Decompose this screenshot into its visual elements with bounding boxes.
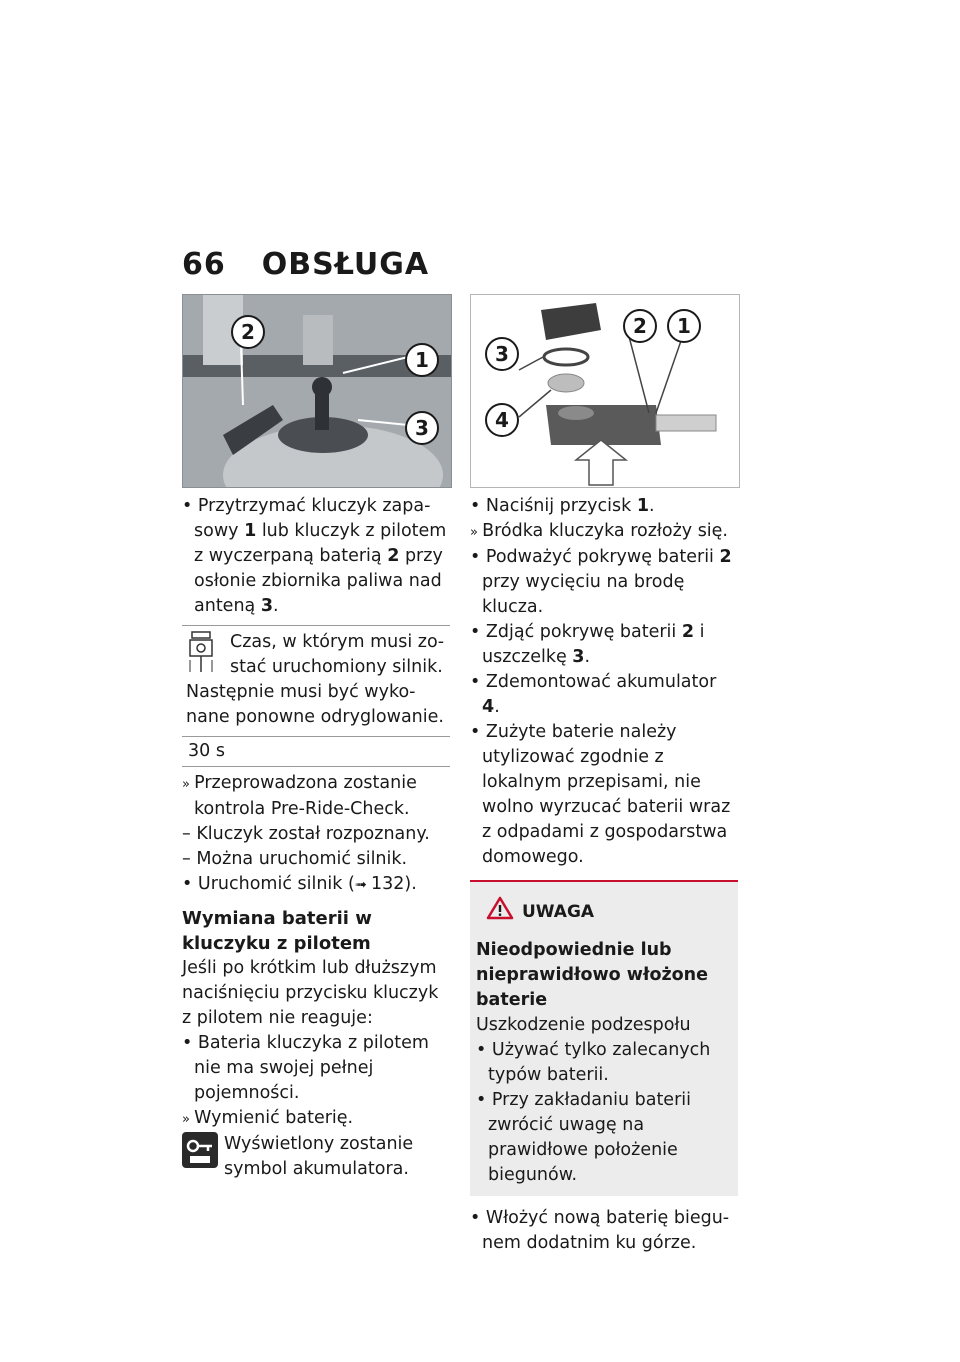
dash-key-recognized: – Kluczyk został rozpoznany. (182, 822, 450, 847)
handlebar-illustration (183, 295, 451, 487)
warning-heading: Nieodpowiednie lub nieprawidłowo włożone baterie (476, 940, 709, 1010)
page-number: 66 (182, 246, 226, 282)
callout-3: 3 (405, 411, 439, 445)
warning-box (470, 880, 738, 1196)
result-prerider: » Przeprowadzona zostanie kontrola Pre-Ride-Check. (182, 771, 450, 822)
step-dispose-battery: • Zużyte baterie należy utylizować zgodnie z lokalnym przepisami, nie wolno wyrzucać baterii wraz z odpadami z gospodarstwa domowego. (470, 720, 738, 870)
dash-can-start: – Można uruchomić silnik. (182, 847, 450, 872)
callout-2: 2 (623, 309, 657, 343)
callout-2: 2 (231, 315, 265, 349)
step-press-button: • Naciśnij przycisk 1. (470, 494, 738, 519)
warning-label: UWAGA (522, 901, 595, 922)
page-header (182, 244, 429, 284)
info-box-time (182, 625, 450, 767)
step-pry-cover: • Podważyć pokrywę baterii 2 przy wycięciu na brodę klucza. (470, 545, 738, 620)
result-replace-battery: » Wymienić baterię. (182, 1106, 450, 1132)
battery-symbol-text: Wyświetlony zostanie symbol akumulatora. (224, 1134, 414, 1179)
callout-1: 1 (405, 343, 439, 377)
callout-3: 3 (485, 337, 519, 371)
section-title: OBSŁUGA (261, 246, 430, 282)
warning-bullet-1: • Używać tylko zalecanych typów baterii. (476, 1038, 732, 1088)
step-battery-low: • Bateria kluczyka z pilotem nie ma swojej pełnej pojemności. (182, 1031, 450, 1106)
result-key-blade: » Bródka kluczyka rozłoży się. (470, 519, 738, 545)
info-value: 30 s (182, 736, 450, 766)
step-remove-cover: • Zdjąć pokrywę baterii 2 i uszczelkę 3. (470, 620, 738, 670)
step-remove-battery: • Zdemontować akumulator 4. (470, 670, 738, 720)
figure-key-battery (470, 294, 740, 488)
arrow-ref-icon: ➟ (354, 877, 372, 893)
para-key-no-response: Jeśli po krótkim lub dłuższym naciśnięciu przycisku kluczyk z pilotem nie reaguje: (182, 958, 439, 1028)
heading-battery-replace: Wymiana baterii w kluczyku z pilotem (182, 908, 372, 954)
warning-title (486, 896, 732, 928)
battery-symbol-note (182, 1132, 450, 1182)
key-battery-icon (182, 1132, 218, 1168)
callout-4: 4 (485, 403, 519, 437)
step-hold-key: • Przytrzymać kluczyk zapasowy 1 lub kluczyk z pilotem z wyczerpaną baterią 2 przy osłonie zbiornika paliwa nad anteną 3. (182, 494, 450, 619)
right-column (470, 294, 738, 1256)
left-column (182, 294, 450, 1182)
figure-handlebar-antenna (182, 294, 452, 488)
stopwatch-icon (186, 630, 222, 674)
info-text: Czas, w którym musi zostać uruchomiony silnik. Następnie musi być wykonane ponowne odryglowanie. (186, 632, 445, 727)
step-start-engine: • Uruchomić silnik (➟ 132). (182, 872, 450, 898)
step-insert-battery: • Włożyć nową baterię biegunem dodatnim ku górze. (470, 1206, 738, 1256)
warning-bullet-2: • Przy zakładaniu baterii zwrócić uwagę na prawidłowe położenie biegunów. (476, 1088, 732, 1188)
callout-1: 1 (667, 309, 701, 343)
warning-subtitle: Uszkodzenie podzespołu (476, 1015, 691, 1035)
warning-triangle-icon (486, 896, 514, 928)
